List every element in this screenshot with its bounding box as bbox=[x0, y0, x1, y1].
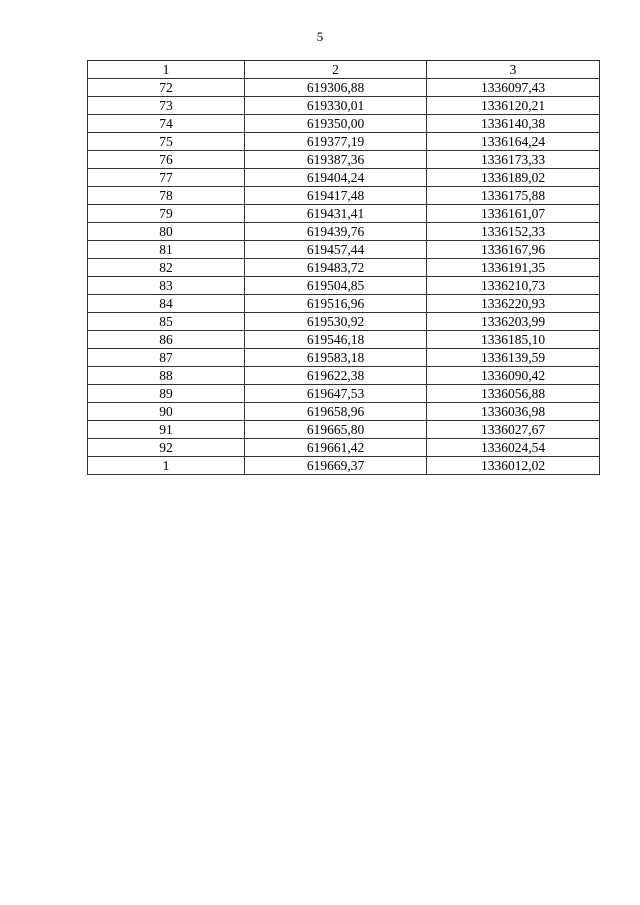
cell-y-coordinate: 1336056,88 bbox=[427, 385, 600, 403]
table-header-row bbox=[88, 61, 600, 79]
table-row bbox=[88, 367, 600, 385]
cell-x-coordinate: 619457,44 bbox=[245, 241, 427, 259]
cell-y-coordinate: 1336191,35 bbox=[427, 259, 600, 277]
table-row bbox=[88, 223, 600, 241]
coordinates-table bbox=[87, 60, 600, 475]
cell-x-coordinate: 619404,24 bbox=[245, 169, 427, 187]
cell-x-coordinate: 619439,76 bbox=[245, 223, 427, 241]
cell-y-coordinate: 1336139,59 bbox=[427, 349, 600, 367]
table-row bbox=[88, 295, 600, 313]
cell-point-number: 76 bbox=[88, 151, 245, 169]
cell-point-number: 86 bbox=[88, 331, 245, 349]
cell-x-coordinate: 619658,96 bbox=[245, 403, 427, 421]
cell-y-coordinate: 1336220,93 bbox=[427, 295, 600, 313]
cell-point-number: 79 bbox=[88, 205, 245, 223]
table-row bbox=[88, 403, 600, 421]
cell-x-coordinate: 619417,48 bbox=[245, 187, 427, 205]
cell-x-coordinate: 619583,18 bbox=[245, 349, 427, 367]
cell-y-coordinate: 1336175,88 bbox=[427, 187, 600, 205]
cell-point-number: 72 bbox=[88, 79, 245, 97]
table-row bbox=[88, 241, 600, 259]
cell-y-coordinate: 1336024,54 bbox=[427, 439, 600, 457]
cell-y-coordinate: 1336185,10 bbox=[427, 331, 600, 349]
cell-point-number: 73 bbox=[88, 97, 245, 115]
cell-point-number: 83 bbox=[88, 277, 245, 295]
cell-y-coordinate: 1336012,02 bbox=[427, 457, 600, 475]
cell-y-coordinate: 1336140,38 bbox=[427, 115, 600, 133]
cell-point-number: 87 bbox=[88, 349, 245, 367]
cell-x-coordinate: 619516,96 bbox=[245, 295, 427, 313]
cell-x-coordinate: 619546,18 bbox=[245, 331, 427, 349]
cell-y-coordinate: 1336120,21 bbox=[427, 97, 600, 115]
cell-y-coordinate: 1336189,02 bbox=[427, 169, 600, 187]
cell-point-number: 1 bbox=[88, 457, 245, 475]
cell-y-coordinate: 1336161,07 bbox=[427, 205, 600, 223]
table-row bbox=[88, 133, 600, 151]
table-row bbox=[88, 169, 600, 187]
cell-y-coordinate: 1336090,42 bbox=[427, 367, 600, 385]
cell-point-number: 77 bbox=[88, 169, 245, 187]
cell-x-coordinate: 619622,38 bbox=[245, 367, 427, 385]
cell-point-number: 82 bbox=[88, 259, 245, 277]
cell-x-coordinate: 619665,80 bbox=[245, 421, 427, 439]
cell-y-coordinate: 1336027,67 bbox=[427, 421, 600, 439]
cell-point-number: 75 bbox=[88, 133, 245, 151]
cell-y-coordinate: 1336203,99 bbox=[427, 313, 600, 331]
table-row bbox=[88, 97, 600, 115]
cell-point-number: 85 bbox=[88, 313, 245, 331]
cell-y-coordinate: 1336152,33 bbox=[427, 223, 600, 241]
table-row bbox=[88, 259, 600, 277]
cell-y-coordinate: 1336173,33 bbox=[427, 151, 600, 169]
table-row bbox=[88, 385, 600, 403]
cell-y-coordinate: 1336097,43 bbox=[427, 79, 600, 97]
table-row bbox=[88, 79, 600, 97]
table-row bbox=[88, 187, 600, 205]
column-header-y-coordinate: 3 bbox=[427, 61, 600, 79]
cell-point-number: 80 bbox=[88, 223, 245, 241]
cell-x-coordinate: 619387,36 bbox=[245, 151, 427, 169]
cell-x-coordinate: 619330,01 bbox=[245, 97, 427, 115]
cell-point-number: 88 bbox=[88, 367, 245, 385]
table-row bbox=[88, 313, 600, 331]
cell-point-number: 91 bbox=[88, 421, 245, 439]
column-header-point-number: 1 bbox=[88, 61, 245, 79]
cell-x-coordinate: 619504,85 bbox=[245, 277, 427, 295]
cell-x-coordinate: 619306,88 bbox=[245, 79, 427, 97]
cell-point-number: 78 bbox=[88, 187, 245, 205]
cell-x-coordinate: 619350,00 bbox=[245, 115, 427, 133]
table-row bbox=[88, 457, 600, 475]
cell-y-coordinate: 1336036,98 bbox=[427, 403, 600, 421]
table-row bbox=[88, 331, 600, 349]
cell-x-coordinate: 619377,19 bbox=[245, 133, 427, 151]
cell-x-coordinate: 619530,92 bbox=[245, 313, 427, 331]
cell-x-coordinate: 619431,41 bbox=[245, 205, 427, 223]
cell-y-coordinate: 1336164,24 bbox=[427, 133, 600, 151]
cell-point-number: 92 bbox=[88, 439, 245, 457]
column-header-x-coordinate: 2 bbox=[245, 61, 427, 79]
cell-y-coordinate: 1336167,96 bbox=[427, 241, 600, 259]
cell-y-coordinate: 1336210,73 bbox=[427, 277, 600, 295]
cell-point-number: 74 bbox=[88, 115, 245, 133]
cell-x-coordinate: 619483,72 bbox=[245, 259, 427, 277]
table-body bbox=[88, 79, 600, 475]
cell-x-coordinate: 619647,53 bbox=[245, 385, 427, 403]
table-row bbox=[88, 115, 600, 133]
table-row bbox=[88, 349, 600, 367]
table-row bbox=[88, 439, 600, 457]
cell-x-coordinate: 619669,37 bbox=[245, 457, 427, 475]
cell-point-number: 89 bbox=[88, 385, 245, 403]
table-row bbox=[88, 277, 600, 295]
table-row bbox=[88, 151, 600, 169]
table-row bbox=[88, 421, 600, 439]
page-number: 5 bbox=[316, 29, 324, 44]
cell-point-number: 81 bbox=[88, 241, 245, 259]
cell-point-number: 84 bbox=[88, 295, 245, 313]
cell-point-number: 90 bbox=[88, 403, 245, 421]
table-row bbox=[88, 205, 600, 223]
cell-x-coordinate: 619661,42 bbox=[245, 439, 427, 457]
